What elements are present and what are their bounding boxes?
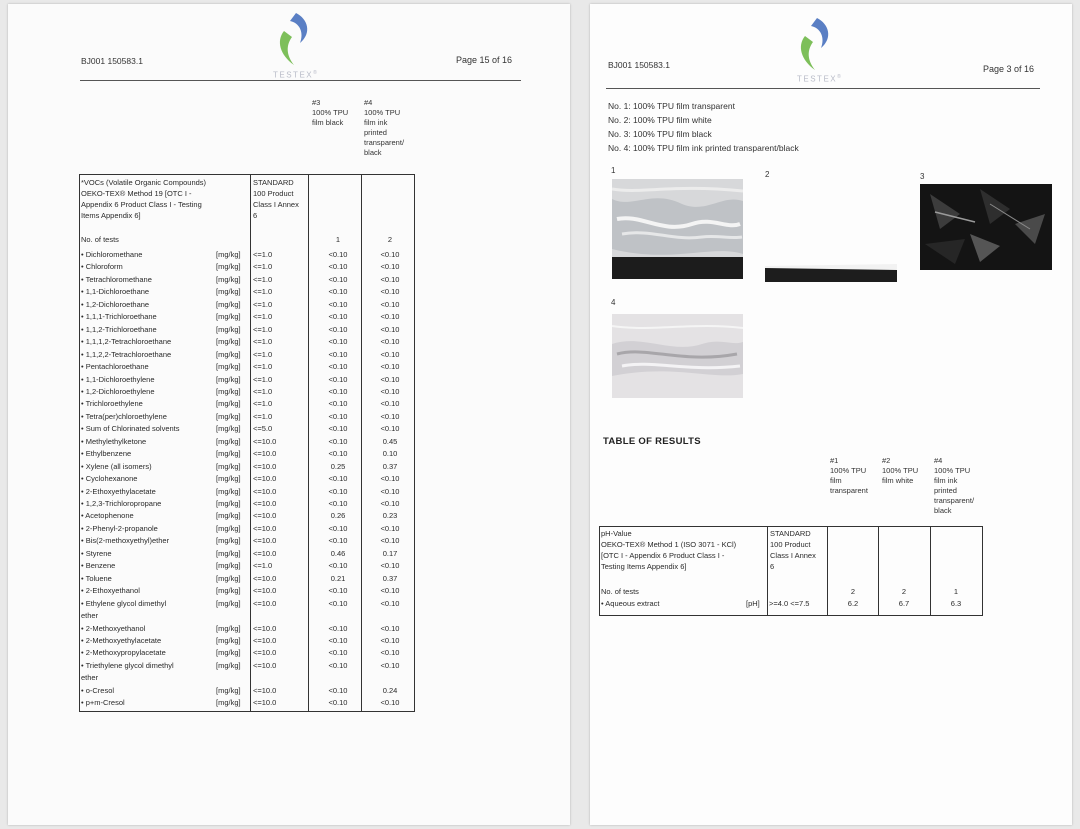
limit-value: <=10.0 xyxy=(253,486,277,496)
result-sample-3: <0.10 xyxy=(328,287,348,297)
substance-name: • 1,2-Dichloroethylene xyxy=(81,386,155,396)
photo-label-3: 3 xyxy=(920,172,925,181)
result-sample-3: <0.10 xyxy=(328,648,348,658)
voc-table-row xyxy=(80,635,414,647)
result-sample-4: <0.10 xyxy=(380,648,400,658)
voc-table-row xyxy=(80,573,414,585)
substance-name: • Trichloroethylene xyxy=(81,399,143,409)
voc-table-row-continuation xyxy=(80,672,414,684)
ph-standard: STANDARD 100 Product Class I Annex 6 xyxy=(770,529,816,571)
voc-table-row xyxy=(80,374,414,386)
unit-label: [mg/kg] xyxy=(216,623,241,633)
limit-value: <=10.0 xyxy=(253,511,277,521)
limit-value: <=1.0 xyxy=(253,386,273,396)
result-sample-4: <0.10 xyxy=(380,374,400,384)
result-sample-4: <0.10 xyxy=(380,312,400,322)
voc-table-row xyxy=(80,548,414,560)
limit-value: <=1.0 xyxy=(253,324,273,334)
result-sample-4: <0.10 xyxy=(380,698,400,708)
substance-name: • Methylethylketone xyxy=(81,436,147,446)
voc-table-row xyxy=(80,423,414,435)
limit-value: <=10.0 xyxy=(253,436,277,446)
unit-label: [mg/kg] xyxy=(216,586,241,596)
testex-logo-icon xyxy=(795,14,845,74)
limit-value: <=10.0 xyxy=(253,573,277,583)
unit-label: [mg/kg] xyxy=(216,648,241,658)
substance-name: • 1,1-Dichloroethane xyxy=(81,287,150,297)
substance-name: • Chloroform xyxy=(81,262,123,272)
voc-table-row xyxy=(80,411,414,423)
limit-value: <=5.0 xyxy=(253,424,273,434)
result-sample-4: <0.10 xyxy=(380,635,400,645)
result-sample-3: <0.10 xyxy=(328,362,348,372)
result-sample-3: <0.10 xyxy=(328,374,348,384)
ph-description: pH-Value OEKO-TEX® Method 1 (ISO 3071 - KCl) [OTC I - Appendix 6 Product Class I - Testing Items Appendix 6] xyxy=(601,529,737,571)
result-sample-4: 0.23 xyxy=(382,511,398,521)
limit-value: <=10.0 xyxy=(253,598,277,608)
result-sample-3: <0.10 xyxy=(328,523,348,533)
voc-table-row xyxy=(80,585,414,597)
limit-value: <=1.0 xyxy=(253,399,273,409)
col2-header: #2 100% TPU film white xyxy=(882,456,919,485)
voc-table-row xyxy=(80,473,414,485)
limit-value: <=1.0 xyxy=(253,349,273,359)
limit-value: <=1.0 xyxy=(253,374,273,384)
results-title: TABLE OF RESULTS xyxy=(603,436,701,447)
limit-value: <=10.0 xyxy=(253,548,277,558)
unit-label: [mg/kg] xyxy=(216,436,241,446)
voc-table-row xyxy=(80,647,414,659)
limit-value: <=1.0 xyxy=(253,262,273,272)
limit-value: <=1.0 xyxy=(253,274,273,284)
logo-wordmark: TESTEX® xyxy=(797,74,843,84)
result-sample-3: <0.10 xyxy=(328,536,348,546)
voc-table-row xyxy=(80,299,414,311)
substance-name-continued: ether xyxy=(81,673,99,683)
sample-1-line: No. 1: 100% TPU film transparent xyxy=(608,101,735,111)
result-sample-4: <0.10 xyxy=(380,586,400,596)
voc-section-description: *VOCs (Volatile Organic Compounds) OEKO-TEX® Method 19 [OTC I - Appendix 6 Product Class I - Testing Items Appendix 6] xyxy=(81,178,207,220)
result-sample-3: <0.10 xyxy=(328,337,348,347)
result-sample-3: <0.10 xyxy=(328,561,348,571)
voc-table-row xyxy=(80,598,414,610)
substance-name: • 2-Methoxyethanol xyxy=(81,623,146,633)
result-sample-4: <0.10 xyxy=(380,623,400,633)
voc-table-row xyxy=(80,311,414,323)
report-page-15 xyxy=(8,4,570,825)
standard-description: STANDARD 100 Product Class I Annex 6 xyxy=(253,178,299,220)
result-sample-4: <0.10 xyxy=(380,399,400,409)
substance-name: • 1,1,1-Trichloroethane xyxy=(81,312,157,322)
voc-table-row xyxy=(80,510,414,522)
result-sample-4: <0.10 xyxy=(380,274,400,284)
unit-label: [mg/kg] xyxy=(216,299,241,309)
unit-label: [mg/kg] xyxy=(216,635,241,645)
unit-label: [mg/kg] xyxy=(216,274,241,284)
limit-value: <=10.0 xyxy=(253,635,277,645)
limit-value: <=1.0 xyxy=(253,250,273,259)
header-rule xyxy=(80,80,521,81)
result-sample-3: <0.10 xyxy=(328,586,348,596)
voc-table-row xyxy=(80,286,414,298)
unit-label: [mg/kg] xyxy=(216,399,241,409)
voc-table-row xyxy=(80,261,414,273)
result-sample-3: <0.10 xyxy=(328,486,348,496)
col4-header: #4 100% TPU film ink printed transparent/ black xyxy=(364,98,405,157)
unit-label: [mg/kg] xyxy=(216,250,241,259)
voc-table-row xyxy=(80,535,414,547)
logo-wordmark: TESTEX® xyxy=(273,70,319,80)
result-sample-4: <0.10 xyxy=(380,523,400,533)
voc-table-row xyxy=(80,660,414,672)
limit-value: <=10.0 xyxy=(253,523,277,533)
limit-value: <=1.0 xyxy=(253,561,273,571)
result-sample-3: <0.10 xyxy=(328,274,348,284)
result-sample-3: <0.10 xyxy=(328,386,348,396)
voc-table-row xyxy=(80,349,414,361)
substance-name: • Acetophenone xyxy=(81,511,134,521)
substance-name: • Ethylene glycol dimethyl xyxy=(81,598,167,608)
result-sample-3: <0.10 xyxy=(328,474,348,484)
result-sample-4: <0.10 xyxy=(380,349,400,359)
substance-name: • 1,1,2,2-Tetrachloroethane xyxy=(81,349,172,359)
substance-name: • Dichloromethane xyxy=(81,250,143,259)
result-sample-4: 0.37 xyxy=(382,573,398,583)
result-sample-3: <0.10 xyxy=(328,399,348,409)
result-sample-4: <0.10 xyxy=(380,337,400,347)
substance-name: • Sum of Chlorinated solvents xyxy=(81,424,180,434)
unit-label: [mg/kg] xyxy=(216,337,241,347)
result-sample-3: <0.10 xyxy=(328,698,348,708)
substance-name: • 1,1-Dichloroethylene xyxy=(81,374,155,384)
unit-label: [mg/kg] xyxy=(216,536,241,546)
result-sample-3: 0.21 xyxy=(330,573,346,583)
limit-value: <=10.0 xyxy=(253,499,277,508)
unit-label: [mg/kg] xyxy=(216,262,241,272)
substance-name: • 2-Ethoxyethanol xyxy=(81,586,140,596)
result-sample-4: <0.10 xyxy=(380,474,400,484)
ph-tests-row: No. of tests 2 2 1 xyxy=(601,587,959,596)
voc-table-row xyxy=(80,398,414,410)
sample-4-photo xyxy=(612,314,743,398)
result-sample-3: <0.10 xyxy=(328,623,348,633)
result-sample-3: <0.10 xyxy=(328,436,348,446)
unit-label: [mg/kg] xyxy=(216,424,241,434)
limit-value: <=1.0 xyxy=(253,362,273,372)
voc-table-row xyxy=(80,623,414,635)
sample-2-photo xyxy=(765,252,897,282)
result-sample-4: <0.10 xyxy=(380,499,400,508)
result-sample-3: <0.10 xyxy=(328,324,348,334)
result-sample-4: <0.10 xyxy=(380,386,400,396)
unit-label: [mg/kg] xyxy=(216,511,241,521)
sample-3-photo xyxy=(920,184,1052,270)
voc-table-row xyxy=(80,386,414,398)
limit-value: <=10.0 xyxy=(253,536,277,546)
result-sample-3: <0.10 xyxy=(328,262,348,272)
substance-name: • 1,2-Dichloroethane xyxy=(81,299,150,309)
voc-table-row xyxy=(80,685,414,697)
limit-value: <=10.0 xyxy=(253,461,277,471)
unit-label: [mg/kg] xyxy=(216,362,241,372)
result-sample-3: <0.10 xyxy=(328,685,348,695)
result-sample-3: <0.10 xyxy=(328,312,348,322)
substance-name: • Tetra(per)chloroethylene xyxy=(81,411,167,421)
voc-table-row xyxy=(80,361,414,373)
substance-name: • 2-Methoxypropylacetate xyxy=(81,648,166,658)
page-number: Page 15 of 16 xyxy=(456,55,513,65)
unit-label: [mg/kg] xyxy=(216,386,241,396)
photo-label-4: 4 xyxy=(611,298,616,307)
unit-label: [mg/kg] xyxy=(216,474,241,484)
result-sample-4: <0.10 xyxy=(380,424,400,434)
substance-name: • Tetrachloromethane xyxy=(81,274,152,284)
result-sample-4: 0.10 xyxy=(382,449,398,459)
unit-label: [mg/kg] xyxy=(216,523,241,533)
result-sample-3: <0.10 xyxy=(328,449,348,459)
result-sample-4: <0.10 xyxy=(380,561,400,571)
result-sample-4: <0.10 xyxy=(380,660,400,670)
report-page-3 xyxy=(590,4,1072,825)
unit-label: [mg/kg] xyxy=(216,374,241,384)
limit-value: <=10.0 xyxy=(253,660,277,670)
result-sample-3: 0.25 xyxy=(330,461,346,471)
unit-label: [mg/kg] xyxy=(216,287,241,297)
substance-name: • Styrene xyxy=(81,548,112,558)
substance-name: • 2-Phenyl-2-propanole xyxy=(81,523,158,533)
result-sample-3: <0.10 xyxy=(328,635,348,645)
voc-table-row xyxy=(80,249,414,261)
result-sample-3: <0.10 xyxy=(328,299,348,309)
testex-logo-icon xyxy=(274,9,324,69)
unit-label: [mg/kg] xyxy=(216,411,241,421)
unit-label: [mg/kg] xyxy=(216,573,241,583)
limit-value: <=10.0 xyxy=(253,685,277,695)
result-sample-4: <0.10 xyxy=(380,411,400,421)
unit-label: [mg/kg] xyxy=(216,486,241,496)
unit-label: [mg/kg] xyxy=(216,561,241,571)
substance-name: • Toluene xyxy=(81,573,112,583)
unit-label: [mg/kg] xyxy=(216,698,241,708)
sample-3-line: No. 3: 100% TPU film black xyxy=(608,129,712,139)
page-number: Page 3 of 16 xyxy=(983,64,1035,74)
col1-header: #1 100% TPU film transparent xyxy=(830,456,868,495)
limit-value: <=1.0 xyxy=(253,299,273,309)
substance-name: • 1,1,2-Trichloroethane xyxy=(81,324,157,334)
voc-table-row xyxy=(80,486,414,498)
col3-header: #3 100% TPU film black xyxy=(312,98,349,127)
document-id: BJ001 150583.1 xyxy=(608,60,670,70)
voc-table-row xyxy=(80,336,414,348)
unit-label: [mg/kg] xyxy=(216,324,241,334)
limit-value: <=10.0 xyxy=(253,449,277,459)
unit-label: [mg/kg] xyxy=(216,312,241,322)
photo-label-1: 1 xyxy=(611,166,616,175)
col4-header: #4 100% TPU film ink printed transparent/ black xyxy=(934,456,975,515)
substance-name: • 1,1,1,2-Tetrachloroethane xyxy=(81,337,172,347)
result-sample-4: <0.10 xyxy=(380,250,400,259)
result-sample-4: <0.10 xyxy=(380,536,400,546)
limit-value: <=10.0 xyxy=(253,698,277,708)
result-sample-3: <0.10 xyxy=(328,499,348,508)
voc-table-row xyxy=(80,523,414,535)
voc-table-row xyxy=(80,560,414,572)
voc-table-row xyxy=(80,498,414,510)
voc-table-row xyxy=(80,324,414,336)
result-sample-3: 0.46 xyxy=(330,548,346,558)
result-sample-3: 0.26 xyxy=(330,511,346,521)
unit-label: [mg/kg] xyxy=(216,548,241,558)
substance-name: • 2-Methoxyethylacetate xyxy=(81,635,162,645)
result-sample-3: <0.10 xyxy=(328,411,348,421)
limit-value: <=1.0 xyxy=(253,312,273,322)
voc-table-row xyxy=(80,448,414,460)
ph-extract-row: • Aqueous extract [pH] >=4.0 <=7.5 6.2 6.7 6.3 xyxy=(601,599,962,608)
sample-2-line: No. 2: 100% TPU film white xyxy=(608,115,712,125)
result-sample-3: <0.10 xyxy=(328,250,348,259)
voc-table-row xyxy=(80,461,414,473)
substance-name: • Bis(2-methoxyethyl)ether xyxy=(81,536,170,546)
result-sample-4: 0.17 xyxy=(382,548,398,558)
limit-value: <=1.0 xyxy=(253,337,273,347)
header-rule xyxy=(606,88,1040,89)
result-sample-4: <0.10 xyxy=(380,262,400,272)
result-sample-4: 0.45 xyxy=(382,436,398,446)
unit-label: [mg/kg] xyxy=(216,685,241,695)
document-id: BJ001 150583.1 xyxy=(81,56,143,66)
unit-label: [mg/kg] xyxy=(216,499,241,508)
substance-name: • o-Cresol xyxy=(81,685,115,695)
limit-value: <=10.0 xyxy=(253,623,277,633)
result-sample-4: 0.24 xyxy=(382,685,398,695)
substance-name: • Triethylene glycol dimethyl xyxy=(81,660,174,670)
voc-table-row xyxy=(80,436,414,448)
substance-name: • Cyclohexanone xyxy=(81,474,138,484)
unit-label: [mg/kg] xyxy=(216,449,241,459)
voc-table-row xyxy=(80,274,414,286)
result-sample-3: <0.10 xyxy=(328,424,348,434)
limit-value: <=10.0 xyxy=(253,586,277,596)
result-sample-4: <0.10 xyxy=(380,598,400,608)
result-sample-4: <0.10 xyxy=(380,362,400,372)
substance-name: • Benzene xyxy=(81,561,116,571)
result-sample-4: <0.10 xyxy=(380,287,400,297)
result-sample-3: <0.10 xyxy=(328,598,348,608)
substance-name: • p+m-Cresol xyxy=(81,698,125,708)
limit-value: <=10.0 xyxy=(253,474,277,484)
substance-name: • Xylene (all isomers) xyxy=(81,461,152,471)
substance-name: • Ethylbenzene xyxy=(81,449,132,459)
result-sample-4: 0.37 xyxy=(382,461,398,471)
limit-value: <=1.0 xyxy=(253,287,273,297)
unit-label: [mg/kg] xyxy=(216,660,241,670)
photo-label-2: 2 xyxy=(765,170,770,179)
voc-table-row xyxy=(80,697,414,709)
unit-label: [mg/kg] xyxy=(216,349,241,359)
result-sample-3: <0.10 xyxy=(328,660,348,670)
unit-label: [mg/kg] xyxy=(216,461,241,471)
substance-name-continued: ether xyxy=(81,611,99,621)
result-sample-4: <0.10 xyxy=(380,324,400,334)
tests-count-row: No. of tests 1 2 xyxy=(81,235,393,244)
sample-4-line: No. 4: 100% TPU film ink printed transparent/black xyxy=(608,143,799,153)
result-sample-4: <0.10 xyxy=(380,299,400,309)
limit-value: <=1.0 xyxy=(253,411,273,421)
result-sample-4: <0.10 xyxy=(380,486,400,496)
substance-name: • 1,2,3-Trichloropropane xyxy=(81,499,162,508)
limit-value: <=10.0 xyxy=(253,648,277,658)
substance-name: • 2-Ethoxyethylacetate xyxy=(81,486,156,496)
sample-1-photo xyxy=(612,179,743,279)
substance-name: • Pentachloroethane xyxy=(81,362,149,372)
voc-table-row-continuation xyxy=(80,610,414,622)
result-sample-3: <0.10 xyxy=(328,349,348,359)
unit-label: [mg/kg] xyxy=(216,598,241,608)
